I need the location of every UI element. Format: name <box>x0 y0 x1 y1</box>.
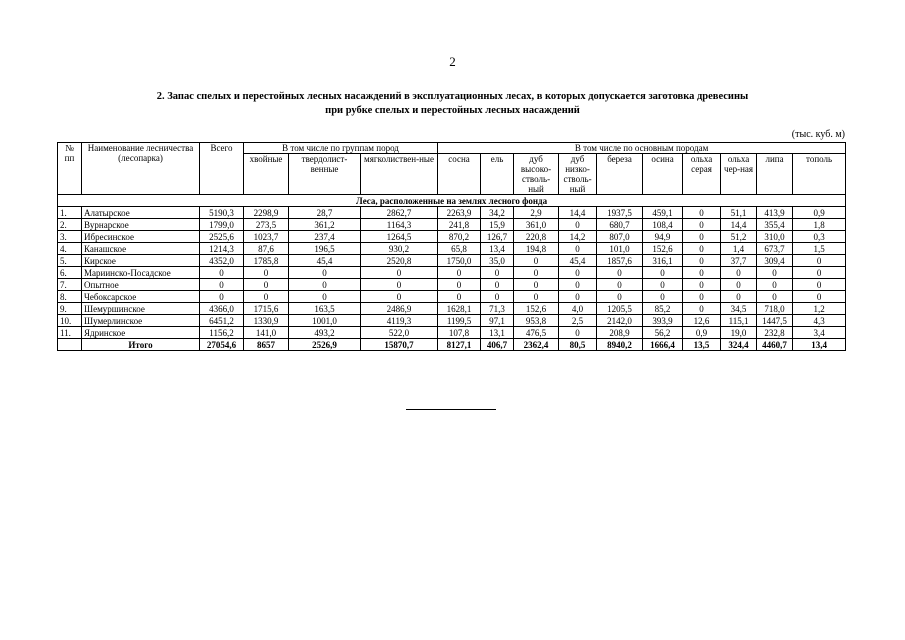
row-forestry-name: Ядринское <box>82 327 200 339</box>
table-row <box>58 207 846 219</box>
row-value: 194,8 <box>514 243 559 255</box>
total-value: 1666,4 <box>643 339 683 351</box>
total-value: 4460,7 <box>757 339 793 351</box>
row-value: 0 <box>559 279 597 291</box>
row-value: 459,1 <box>643 207 683 219</box>
row-value: 0 <box>683 291 721 303</box>
row-value: 953,8 <box>514 315 559 327</box>
row-forestry-name: Опытное <box>82 279 200 291</box>
header-by-species: В том числе по основным породам <box>438 143 846 154</box>
header-species-grey-alder: ольха серая <box>683 154 721 195</box>
row-value: 2142,0 <box>597 315 643 327</box>
total-value: 406,7 <box>481 339 514 351</box>
row-value: 1937,5 <box>597 207 643 219</box>
row-value: 87,6 <box>244 243 289 255</box>
row-value: 126,7 <box>481 231 514 243</box>
row-value: 2,9 <box>514 207 559 219</box>
row-value: 101,0 <box>597 243 643 255</box>
row-number: 2. <box>58 219 82 231</box>
row-value: 12,6 <box>683 315 721 327</box>
row-value: 1214,3 <box>200 243 244 255</box>
row-value: 232,8 <box>757 327 793 339</box>
row-value: 4366,0 <box>200 303 244 315</box>
row-forestry-name: Кирское <box>82 255 200 267</box>
forest-stock-table <box>57 142 846 351</box>
row-value: 3,4 <box>793 327 846 339</box>
row-value: 0 <box>793 279 846 291</box>
row-value: 1264,5 <box>361 231 438 243</box>
row-value: 673,7 <box>757 243 793 255</box>
row-value: 1,4 <box>721 243 757 255</box>
total-row-number <box>58 339 82 351</box>
row-value: 0 <box>793 267 846 279</box>
row-value: 1164,3 <box>361 219 438 231</box>
row-value: 273,5 <box>244 219 289 231</box>
separator-line <box>406 409 496 410</box>
row-number: 9. <box>58 303 82 315</box>
row-value: 393,9 <box>643 315 683 327</box>
row-value: 5190,3 <box>200 207 244 219</box>
row-value: 476,5 <box>514 327 559 339</box>
row-value: 309,4 <box>757 255 793 267</box>
total-label: Итого <box>82 339 200 351</box>
header-species-birch: береза <box>597 154 643 195</box>
row-value: 0 <box>597 267 643 279</box>
row-value: 0 <box>683 243 721 255</box>
row-value: 0 <box>200 279 244 291</box>
row-value: 1750,0 <box>438 255 481 267</box>
section-row <box>58 195 846 207</box>
row-value: 94,9 <box>643 231 683 243</box>
header-species-pine: сосна <box>438 154 481 195</box>
row-value: 1,5 <box>793 243 846 255</box>
row-value: 522,0 <box>361 327 438 339</box>
row-value: 37,7 <box>721 255 757 267</box>
row-value: 0 <box>683 303 721 315</box>
table-row <box>58 231 846 243</box>
row-value: 0 <box>361 267 438 279</box>
row-value: 0 <box>683 279 721 291</box>
row-value: 0 <box>793 255 846 267</box>
table-row <box>58 327 846 339</box>
row-value: 34,5 <box>721 303 757 315</box>
row-value: 0 <box>559 327 597 339</box>
total-value: 8657 <box>244 339 289 351</box>
row-value: 355,4 <box>757 219 793 231</box>
row-forestry-name: Алатырское <box>82 207 200 219</box>
row-value: 870,2 <box>438 231 481 243</box>
total-value: 2526,9 <box>289 339 361 351</box>
row-value: 361,2 <box>289 219 361 231</box>
row-value: 0 <box>514 255 559 267</box>
row-value: 0 <box>200 267 244 279</box>
row-forestry-name: Мариинско-Посадское <box>82 267 200 279</box>
row-value: 0 <box>438 267 481 279</box>
row-forestry-name: Вурнарское <box>82 219 200 231</box>
table-row <box>58 291 846 303</box>
row-value: 2486,9 <box>361 303 438 315</box>
row-value: 28,7 <box>289 207 361 219</box>
row-value: 0,9 <box>683 327 721 339</box>
row-value: 56,2 <box>643 327 683 339</box>
row-value: 0 <box>244 267 289 279</box>
row-value: 196,5 <box>289 243 361 255</box>
row-value: 493,2 <box>289 327 361 339</box>
header-number: № пп <box>58 143 82 195</box>
total-value: 13,4 <box>793 339 846 351</box>
row-number: 8. <box>58 291 82 303</box>
row-value: 14,4 <box>721 219 757 231</box>
row-value: 0 <box>643 291 683 303</box>
row-forestry-name: Чебоксарское <box>82 291 200 303</box>
row-value: 0 <box>643 267 683 279</box>
row-forestry-name: Ибресинское <box>82 231 200 243</box>
row-value: 807,0 <box>597 231 643 243</box>
row-value: 0 <box>683 255 721 267</box>
row-value: 0 <box>438 279 481 291</box>
row-value: 0 <box>559 291 597 303</box>
row-value: 0 <box>514 279 559 291</box>
total-value: 27054,6 <box>200 339 244 351</box>
row-value: 0 <box>721 291 757 303</box>
row-value: 1785,8 <box>244 255 289 267</box>
row-value: 1205,5 <box>597 303 643 315</box>
row-value: 85,2 <box>643 303 683 315</box>
header-by-group: В том числе по группам пород <box>244 143 438 154</box>
row-value: 1001,0 <box>289 315 361 327</box>
row-value: 0,9 <box>793 207 846 219</box>
row-value: 1799,0 <box>200 219 244 231</box>
row-value: 718,0 <box>757 303 793 315</box>
row-value: 0 <box>643 279 683 291</box>
row-forestry-name: Шумерлинское <box>82 315 200 327</box>
row-value: 0 <box>244 291 289 303</box>
row-value: 108,4 <box>643 219 683 231</box>
row-value: 0 <box>793 291 846 303</box>
row-value: 0 <box>559 219 597 231</box>
row-value: 4119,3 <box>361 315 438 327</box>
row-value: 930,2 <box>361 243 438 255</box>
table-row <box>58 303 846 315</box>
row-forestry-name: Шемуршинское <box>82 303 200 315</box>
row-value: 0 <box>438 291 481 303</box>
total-value: 80,5 <box>559 339 597 351</box>
section-title: Леса, расположенные на землях лесного фонда <box>58 195 846 207</box>
row-value: 6451,2 <box>200 315 244 327</box>
row-value: 0 <box>289 279 361 291</box>
header-group-coniferous: хвойные <box>244 154 289 195</box>
row-value: 1199,5 <box>438 315 481 327</box>
page-number: 2 <box>449 54 456 69</box>
row-number: 6. <box>58 267 82 279</box>
total-value: 2362,4 <box>514 339 559 351</box>
row-value: 310,0 <box>757 231 793 243</box>
row-number: 7. <box>58 279 82 291</box>
row-value: 1330,9 <box>244 315 289 327</box>
row-value: 1715,6 <box>244 303 289 315</box>
row-value: 208,9 <box>597 327 643 339</box>
row-value: 4,3 <box>793 315 846 327</box>
row-value: 2,5 <box>559 315 597 327</box>
row-value: 1857,6 <box>597 255 643 267</box>
row-value: 0 <box>289 267 361 279</box>
table-row <box>58 315 846 327</box>
row-value: 1156,2 <box>200 327 244 339</box>
row-value: 1628,1 <box>438 303 481 315</box>
units-label: (тыс. куб. м) <box>791 129 845 140</box>
row-number: 3. <box>58 231 82 243</box>
header-species-oak-high: дуб высоко-стволь-ный <box>514 154 559 195</box>
row-value: 152,6 <box>643 243 683 255</box>
table-header <box>58 143 846 195</box>
row-value: 0 <box>683 219 721 231</box>
row-value: 0 <box>244 279 289 291</box>
row-value: 51,2 <box>721 231 757 243</box>
header-group-softwood: мягколиствен-ные <box>361 154 438 195</box>
row-value: 0 <box>721 267 757 279</box>
row-value: 2298,9 <box>244 207 289 219</box>
row-number: 11. <box>58 327 82 339</box>
row-value: 0 <box>559 243 597 255</box>
row-value: 0 <box>683 231 721 243</box>
header-species-oak-low: дуб низко-стволь-ный <box>559 154 597 195</box>
row-value: 0 <box>721 279 757 291</box>
row-value: 14,4 <box>559 207 597 219</box>
row-value: 0 <box>683 207 721 219</box>
header-forestry-name: Наименование лесничества (лесопарка) <box>82 143 200 195</box>
row-value: 45,4 <box>559 255 597 267</box>
total-row <box>58 339 846 351</box>
row-value: 0 <box>597 291 643 303</box>
row-value: 0,3 <box>793 231 846 243</box>
row-value: 13,1 <box>481 327 514 339</box>
row-value: 2520,8 <box>361 255 438 267</box>
row-number: 1. <box>58 207 82 219</box>
title-line-2: при рубке спелых и перестойных лесных насаждений <box>325 105 580 116</box>
row-value: 152,6 <box>514 303 559 315</box>
row-value: 13,4 <box>481 243 514 255</box>
row-forestry-name: Канашское <box>82 243 200 255</box>
table-row <box>58 219 846 231</box>
total-value: 324,4 <box>721 339 757 351</box>
header-total: Всего <box>200 143 244 195</box>
row-value: 4352,0 <box>200 255 244 267</box>
row-value: 0 <box>289 291 361 303</box>
row-value: 0 <box>559 267 597 279</box>
row-value: 0 <box>514 291 559 303</box>
header-species-black-alder: ольха чер-ная <box>721 154 757 195</box>
row-value: 2263,9 <box>438 207 481 219</box>
row-value: 4,0 <box>559 303 597 315</box>
row-value: 316,1 <box>643 255 683 267</box>
row-value: 0 <box>200 291 244 303</box>
row-value: 1,8 <box>793 219 846 231</box>
row-value: 97,1 <box>481 315 514 327</box>
total-value: 15870,7 <box>361 339 438 351</box>
row-value: 413,9 <box>757 207 793 219</box>
row-value: 220,8 <box>514 231 559 243</box>
header-group-hardwood: твердолист-венные <box>289 154 361 195</box>
row-value: 361,0 <box>514 219 559 231</box>
row-value: 15,9 <box>481 219 514 231</box>
total-value: 13,5 <box>683 339 721 351</box>
row-value: 1023,7 <box>244 231 289 243</box>
row-value: 0 <box>683 267 721 279</box>
row-value: 680,7 <box>597 219 643 231</box>
row-value: 0 <box>481 291 514 303</box>
row-value: 1447,5 <box>757 315 793 327</box>
row-value: 0 <box>361 291 438 303</box>
table-row <box>58 267 846 279</box>
row-value: 241,8 <box>438 219 481 231</box>
row-value: 107,8 <box>438 327 481 339</box>
row-value: 34,2 <box>481 207 514 219</box>
title-line-1: 2. Запас спелых и перестойных лесных насаждений в эксплуатационных лесах, в которых допускается заготовка древесины <box>156 91 749 102</box>
row-value: 2525,6 <box>200 231 244 243</box>
table-body <box>58 195 846 351</box>
row-value: 141,0 <box>244 327 289 339</box>
total-value: 8940,2 <box>597 339 643 351</box>
row-value: 0 <box>514 267 559 279</box>
header-species-linden: липа <box>757 154 793 195</box>
table-row <box>58 243 846 255</box>
header-species-spruce: ель <box>481 154 514 195</box>
row-number: 10. <box>58 315 82 327</box>
row-number: 4. <box>58 243 82 255</box>
row-value: 65,8 <box>438 243 481 255</box>
row-value: 163,5 <box>289 303 361 315</box>
table-row <box>58 255 846 267</box>
header-species-aspen: осина <box>643 154 683 195</box>
row-value: 0 <box>361 279 438 291</box>
row-value: 35,0 <box>481 255 514 267</box>
row-value: 0 <box>757 267 793 279</box>
row-value: 0 <box>597 279 643 291</box>
row-value: 51,1 <box>721 207 757 219</box>
row-number: 5. <box>58 255 82 267</box>
row-value: 0 <box>757 291 793 303</box>
total-value: 8127,1 <box>438 339 481 351</box>
row-value: 1,2 <box>793 303 846 315</box>
row-value: 237,4 <box>289 231 361 243</box>
row-value: 14,2 <box>559 231 597 243</box>
row-value: 0 <box>757 279 793 291</box>
table-row <box>58 279 846 291</box>
row-value: 115,1 <box>721 315 757 327</box>
row-value: 2862,7 <box>361 207 438 219</box>
row-value: 19,0 <box>721 327 757 339</box>
row-value: 0 <box>481 279 514 291</box>
document-title <box>0 90 905 118</box>
row-value: 71,3 <box>481 303 514 315</box>
row-value: 45,4 <box>289 255 361 267</box>
row-value: 0 <box>481 267 514 279</box>
header-species-poplar: тополь <box>793 154 846 195</box>
